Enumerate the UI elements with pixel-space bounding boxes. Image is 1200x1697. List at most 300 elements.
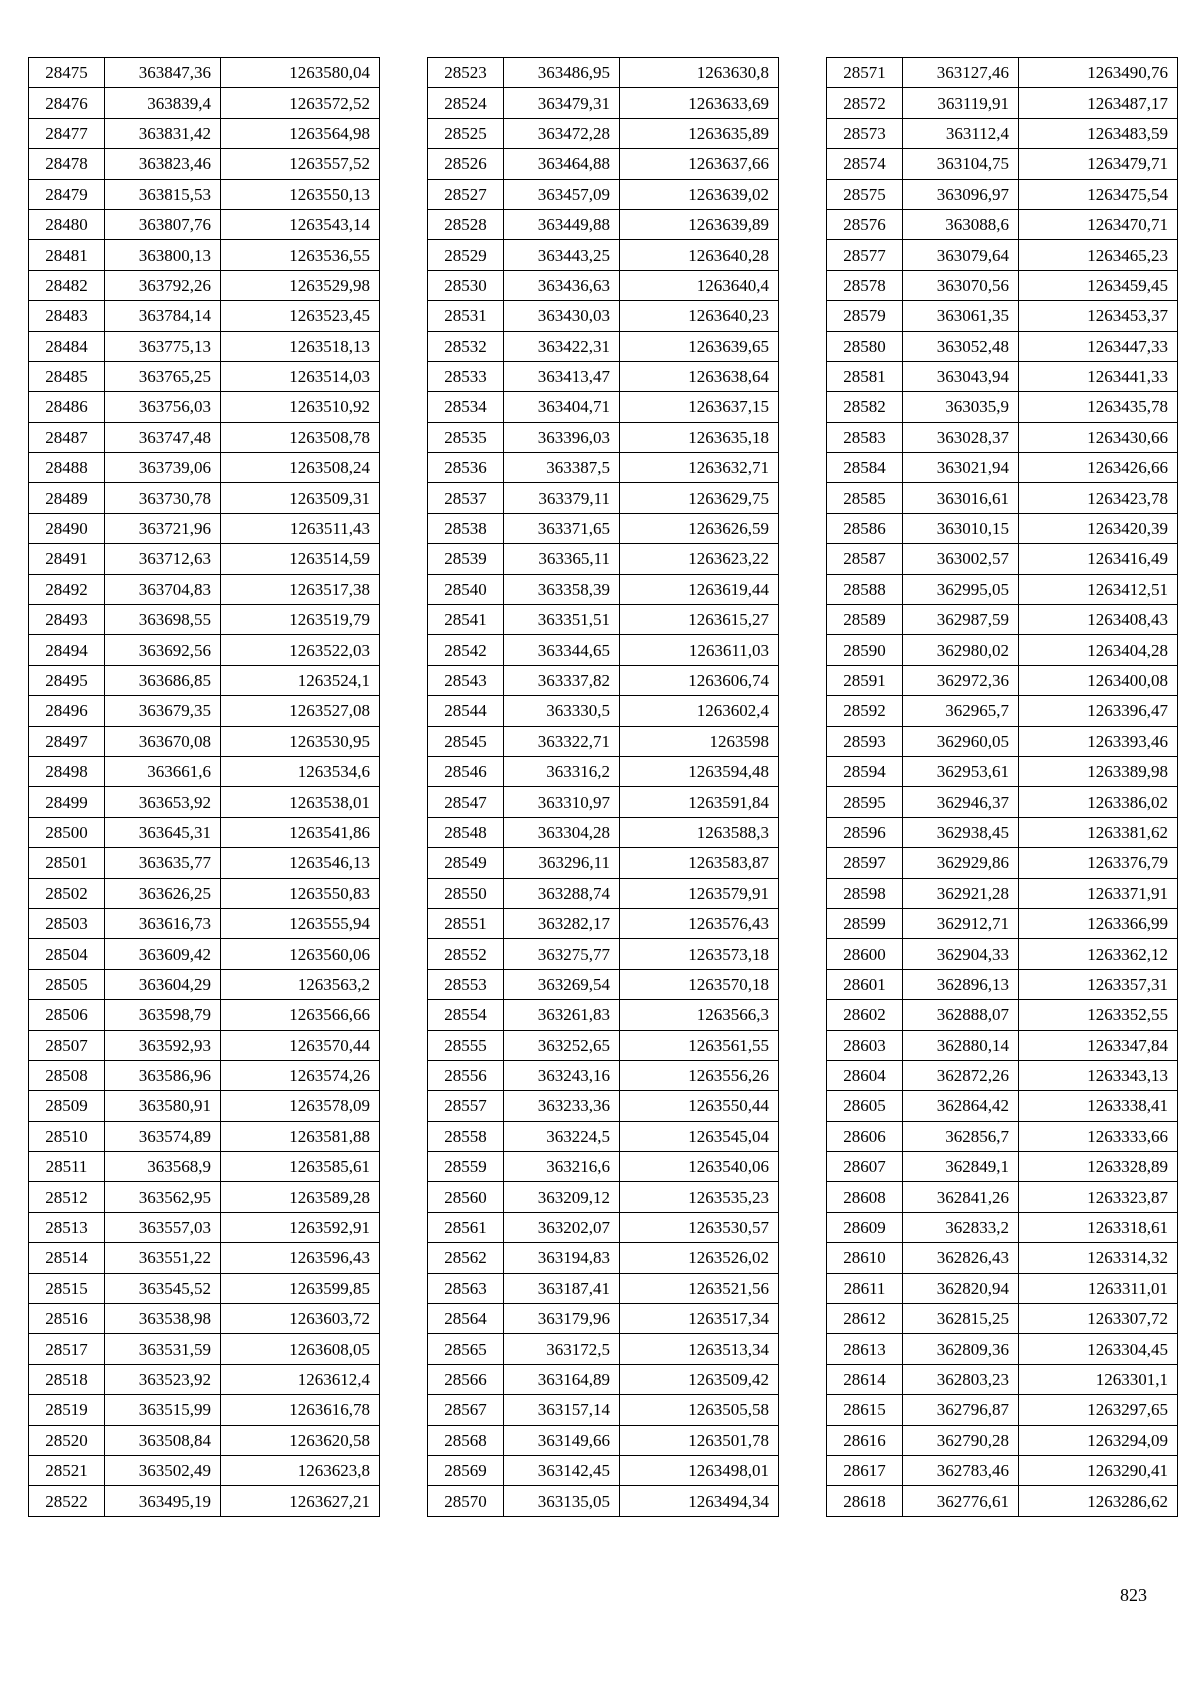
table-row — [827, 574, 1178, 604]
y-coordinate-cell: 1263519,79 — [221, 605, 380, 635]
table-row — [827, 1486, 1178, 1516]
x-coordinate-cell: 363194,83 — [504, 1243, 620, 1273]
point-id-cell: 28501 — [29, 848, 105, 878]
point-id-cell: 28617 — [827, 1455, 903, 1485]
table-row — [29, 270, 380, 300]
y-coordinate-cell: 1263579,91 — [620, 878, 779, 908]
point-id-cell: 28580 — [827, 331, 903, 361]
y-coordinate-cell: 1263510,92 — [221, 392, 380, 422]
x-coordinate-cell: 363422,31 — [504, 331, 620, 361]
x-coordinate-cell: 363296,11 — [504, 848, 620, 878]
point-id-cell: 28528 — [428, 209, 504, 239]
point-id-cell: 28540 — [428, 574, 504, 604]
point-id-cell: 28611 — [827, 1273, 903, 1303]
table-row — [428, 58, 779, 88]
table-row — [29, 1060, 380, 1090]
table-row — [428, 696, 779, 726]
table-row — [428, 1304, 779, 1334]
y-coordinate-cell: 1263301,1 — [1019, 1364, 1178, 1394]
y-coordinate-cell: 1263435,78 — [1019, 392, 1178, 422]
point-id-cell: 28606 — [827, 1121, 903, 1151]
x-coordinate-cell: 362803,23 — [903, 1364, 1019, 1394]
point-id-cell: 28523 — [428, 58, 504, 88]
table-row — [29, 969, 380, 999]
x-coordinate-cell: 363052,48 — [903, 331, 1019, 361]
point-id-cell: 28496 — [29, 696, 105, 726]
y-coordinate-cell: 1263598 — [620, 726, 779, 756]
x-coordinate-cell: 363172,5 — [504, 1334, 620, 1364]
point-id-cell: 28481 — [29, 240, 105, 270]
point-id-cell: 28537 — [428, 483, 504, 513]
table-row — [827, 1060, 1178, 1090]
table-row — [428, 1212, 779, 1242]
y-coordinate-cell: 1263639,89 — [620, 209, 779, 239]
y-coordinate-cell: 1263589,28 — [221, 1182, 380, 1212]
x-coordinate-cell: 363686,85 — [105, 665, 221, 695]
point-id-cell: 28616 — [827, 1425, 903, 1455]
y-coordinate-cell: 1263588,3 — [620, 817, 779, 847]
coordinate-table-2 — [427, 57, 779, 1517]
table-row — [428, 331, 779, 361]
table-row — [827, 1455, 1178, 1485]
table-row — [827, 544, 1178, 574]
y-coordinate-cell: 1263426,66 — [1019, 453, 1178, 483]
page-number: 823 — [1120, 1585, 1147, 1605]
table-row — [827, 848, 1178, 878]
y-coordinate-cell: 1263347,84 — [1019, 1030, 1178, 1060]
x-coordinate-cell: 363721,96 — [105, 513, 221, 543]
table-row — [428, 1152, 779, 1182]
x-coordinate-cell: 362820,94 — [903, 1273, 1019, 1303]
y-coordinate-cell: 1263603,72 — [221, 1304, 380, 1334]
y-coordinate-cell: 1263412,51 — [1019, 574, 1178, 604]
table-row — [29, 1455, 380, 1485]
point-id-cell: 28532 — [428, 331, 504, 361]
y-coordinate-cell: 1263508,24 — [221, 453, 380, 483]
table-row — [29, 1152, 380, 1182]
x-coordinate-cell: 362833,2 — [903, 1212, 1019, 1242]
point-id-cell: 28605 — [827, 1091, 903, 1121]
point-id-cell: 28527 — [428, 179, 504, 209]
y-coordinate-cell: 1263637,15 — [620, 392, 779, 422]
table-row — [827, 209, 1178, 239]
x-coordinate-cell: 363568,9 — [105, 1152, 221, 1182]
x-coordinate-cell: 363269,54 — [504, 969, 620, 999]
point-id-cell: 28568 — [428, 1425, 504, 1455]
table-row — [29, 1364, 380, 1394]
table-row — [827, 240, 1178, 270]
table-row — [428, 817, 779, 847]
point-id-cell: 28506 — [29, 1000, 105, 1030]
table-row — [827, 1243, 1178, 1273]
y-coordinate-cell: 1263608,05 — [221, 1334, 380, 1364]
table-row — [827, 453, 1178, 483]
point-id-cell: 28614 — [827, 1364, 903, 1394]
table-row — [29, 1425, 380, 1455]
table-row — [29, 392, 380, 422]
point-id-cell: 28586 — [827, 513, 903, 543]
y-coordinate-cell: 1263343,13 — [1019, 1060, 1178, 1090]
x-coordinate-cell: 363765,25 — [105, 361, 221, 391]
table-row — [29, 848, 380, 878]
point-id-cell: 28559 — [428, 1152, 504, 1182]
table-row — [428, 605, 779, 635]
table-row — [29, 544, 380, 574]
x-coordinate-cell: 362980,02 — [903, 635, 1019, 665]
x-coordinate-cell: 363495,19 — [105, 1486, 221, 1516]
y-coordinate-cell: 1263530,57 — [620, 1212, 779, 1242]
y-coordinate-cell: 1263514,03 — [221, 361, 380, 391]
x-coordinate-cell: 362783,46 — [903, 1455, 1019, 1485]
y-coordinate-cell: 1263430,66 — [1019, 422, 1178, 452]
y-coordinate-cell: 1263509,31 — [221, 483, 380, 513]
x-coordinate-cell: 363479,31 — [504, 88, 620, 118]
point-id-cell: 28562 — [428, 1243, 504, 1273]
x-coordinate-cell: 363592,93 — [105, 1030, 221, 1060]
table-row — [827, 1000, 1178, 1030]
x-coordinate-cell: 363371,65 — [504, 513, 620, 543]
y-coordinate-cell: 1263517,34 — [620, 1304, 779, 1334]
point-id-cell: 28563 — [428, 1273, 504, 1303]
y-coordinate-cell: 1263530,95 — [221, 726, 380, 756]
point-id-cell: 28589 — [827, 605, 903, 635]
table-row — [428, 574, 779, 604]
point-id-cell: 28576 — [827, 209, 903, 239]
table-row — [29, 665, 380, 695]
x-coordinate-cell: 363127,46 — [903, 58, 1019, 88]
table-row — [428, 301, 779, 331]
x-coordinate-cell: 363502,49 — [105, 1455, 221, 1485]
x-coordinate-cell: 362790,28 — [903, 1425, 1019, 1455]
point-id-cell: 28593 — [827, 726, 903, 756]
table-row — [29, 1000, 380, 1030]
point-id-cell: 28601 — [827, 969, 903, 999]
table-row — [29, 58, 380, 88]
table-row — [29, 908, 380, 938]
x-coordinate-cell: 363586,96 — [105, 1060, 221, 1090]
point-id-cell: 28529 — [428, 240, 504, 270]
x-coordinate-cell: 363216,6 — [504, 1152, 620, 1182]
x-coordinate-cell: 363449,88 — [504, 209, 620, 239]
x-coordinate-cell: 363538,98 — [105, 1304, 221, 1334]
x-coordinate-cell: 363104,75 — [903, 149, 1019, 179]
table-row — [29, 1304, 380, 1334]
x-coordinate-cell: 363679,35 — [105, 696, 221, 726]
x-coordinate-cell: 363135,05 — [504, 1486, 620, 1516]
table-row — [827, 1091, 1178, 1121]
y-coordinate-cell: 1263560,06 — [221, 939, 380, 969]
point-id-cell: 28512 — [29, 1182, 105, 1212]
table-row — [29, 787, 380, 817]
y-coordinate-cell: 1263328,89 — [1019, 1152, 1178, 1182]
y-coordinate-cell: 1263304,45 — [1019, 1334, 1178, 1364]
x-coordinate-cell: 363436,63 — [504, 270, 620, 300]
table-row — [29, 88, 380, 118]
point-id-cell: 28477 — [29, 118, 105, 148]
x-coordinate-cell: 363304,28 — [504, 817, 620, 847]
point-id-cell: 28547 — [428, 787, 504, 817]
y-coordinate-cell: 1263290,41 — [1019, 1455, 1178, 1485]
table-row — [827, 301, 1178, 331]
point-id-cell: 28552 — [428, 939, 504, 969]
point-id-cell: 28521 — [29, 1455, 105, 1485]
x-coordinate-cell: 362987,59 — [903, 605, 1019, 635]
table-row — [428, 88, 779, 118]
point-id-cell: 28569 — [428, 1455, 504, 1485]
table-row — [29, 361, 380, 391]
point-id-cell: 28610 — [827, 1243, 903, 1273]
x-coordinate-cell: 363028,37 — [903, 422, 1019, 452]
point-id-cell: 28602 — [827, 1000, 903, 1030]
table-row — [428, 240, 779, 270]
table-row — [29, 1182, 380, 1212]
table-row — [428, 1243, 779, 1273]
point-id-cell: 28515 — [29, 1273, 105, 1303]
y-coordinate-cell: 1263487,17 — [1019, 88, 1178, 118]
table-row — [827, 878, 1178, 908]
y-coordinate-cell: 1263490,76 — [1019, 58, 1178, 88]
x-coordinate-cell: 363088,6 — [903, 209, 1019, 239]
y-coordinate-cell: 1263619,44 — [620, 574, 779, 604]
table-row — [428, 1486, 779, 1516]
table-row — [29, 179, 380, 209]
y-coordinate-cell: 1263635,89 — [620, 118, 779, 148]
table-row — [827, 696, 1178, 726]
y-coordinate-cell: 1263523,45 — [221, 301, 380, 331]
table-row — [428, 1060, 779, 1090]
y-coordinate-cell: 1263514,59 — [221, 544, 380, 574]
x-coordinate-cell: 363021,94 — [903, 453, 1019, 483]
point-id-cell: 28579 — [827, 301, 903, 331]
point-id-cell: 28507 — [29, 1030, 105, 1060]
x-coordinate-cell: 363443,25 — [504, 240, 620, 270]
y-coordinate-cell: 1263404,28 — [1019, 635, 1178, 665]
table-row — [827, 58, 1178, 88]
y-coordinate-cell: 1263573,18 — [620, 939, 779, 969]
y-coordinate-cell: 1263357,31 — [1019, 969, 1178, 999]
point-id-cell: 28542 — [428, 635, 504, 665]
y-coordinate-cell: 1263297,65 — [1019, 1395, 1178, 1425]
table-row — [29, 1121, 380, 1151]
table-row — [428, 270, 779, 300]
table-row — [428, 179, 779, 209]
y-coordinate-cell: 1263572,52 — [221, 88, 380, 118]
y-coordinate-cell: 1263550,83 — [221, 878, 380, 908]
point-id-cell: 28615 — [827, 1395, 903, 1425]
x-coordinate-cell: 363823,46 — [105, 149, 221, 179]
point-id-cell: 28599 — [827, 908, 903, 938]
point-id-cell: 28511 — [29, 1152, 105, 1182]
point-id-cell: 28483 — [29, 301, 105, 331]
x-coordinate-cell: 363692,56 — [105, 635, 221, 665]
point-id-cell: 28603 — [827, 1030, 903, 1060]
x-coordinate-cell: 363413,47 — [504, 361, 620, 391]
x-coordinate-cell: 363344,65 — [504, 635, 620, 665]
point-id-cell: 28609 — [827, 1212, 903, 1242]
point-id-cell: 28575 — [827, 179, 903, 209]
point-id-cell: 28591 — [827, 665, 903, 695]
y-coordinate-cell: 1263640,28 — [620, 240, 779, 270]
y-coordinate-cell: 1263517,38 — [221, 574, 380, 604]
table-row — [428, 939, 779, 969]
x-coordinate-cell: 363404,71 — [504, 392, 620, 422]
x-coordinate-cell: 363457,09 — [504, 179, 620, 209]
point-id-cell: 28595 — [827, 787, 903, 817]
table-row — [29, 240, 380, 270]
y-coordinate-cell: 1263583,87 — [620, 848, 779, 878]
x-coordinate-cell: 362796,87 — [903, 1395, 1019, 1425]
x-coordinate-cell: 363112,4 — [903, 118, 1019, 148]
table-row — [29, 513, 380, 543]
x-coordinate-cell: 363209,12 — [504, 1182, 620, 1212]
y-coordinate-cell: 1263620,58 — [221, 1425, 380, 1455]
x-coordinate-cell: 363157,14 — [504, 1395, 620, 1425]
point-id-cell: 28583 — [827, 422, 903, 452]
y-coordinate-cell: 1263640,4 — [620, 270, 779, 300]
x-coordinate-cell: 363061,35 — [903, 301, 1019, 331]
x-coordinate-cell: 363653,92 — [105, 787, 221, 817]
point-id-cell: 28582 — [827, 392, 903, 422]
y-coordinate-cell: 1263602,4 — [620, 696, 779, 726]
table-row — [428, 392, 779, 422]
y-coordinate-cell: 1263627,21 — [221, 1486, 380, 1516]
x-coordinate-cell: 363747,48 — [105, 422, 221, 452]
table-row — [29, 209, 380, 239]
point-id-cell: 28482 — [29, 270, 105, 300]
table-row — [827, 726, 1178, 756]
point-id-cell: 28539 — [428, 544, 504, 574]
y-coordinate-cell: 1263286,62 — [1019, 1486, 1178, 1516]
table-row — [428, 1364, 779, 1394]
point-id-cell: 28494 — [29, 635, 105, 665]
table-row — [29, 726, 380, 756]
x-coordinate-cell: 363616,73 — [105, 908, 221, 938]
y-coordinate-cell: 1263453,37 — [1019, 301, 1178, 331]
x-coordinate-cell: 363515,99 — [105, 1395, 221, 1425]
y-coordinate-cell: 1263420,39 — [1019, 513, 1178, 543]
y-coordinate-cell: 1263314,32 — [1019, 1243, 1178, 1273]
point-id-cell: 28587 — [827, 544, 903, 574]
table-row — [827, 361, 1178, 391]
x-coordinate-cell: 363775,13 — [105, 331, 221, 361]
y-coordinate-cell: 1263479,71 — [1019, 149, 1178, 179]
table-row — [29, 1091, 380, 1121]
x-coordinate-cell: 362929,86 — [903, 848, 1019, 878]
table-row — [827, 635, 1178, 665]
table-row — [428, 756, 779, 786]
x-coordinate-cell: 362880,14 — [903, 1030, 1019, 1060]
x-coordinate-cell: 363704,83 — [105, 574, 221, 604]
x-coordinate-cell: 362888,07 — [903, 1000, 1019, 1030]
point-id-cell: 28476 — [29, 88, 105, 118]
point-id-cell: 28480 — [29, 209, 105, 239]
x-coordinate-cell: 362904,33 — [903, 939, 1019, 969]
x-coordinate-cell: 363396,03 — [504, 422, 620, 452]
y-coordinate-cell: 1263408,43 — [1019, 605, 1178, 635]
x-coordinate-cell: 363661,6 — [105, 756, 221, 786]
x-coordinate-cell: 363531,59 — [105, 1334, 221, 1364]
point-id-cell: 28594 — [827, 756, 903, 786]
table-row — [29, 1395, 380, 1425]
table-row — [827, 179, 1178, 209]
point-id-cell: 28479 — [29, 179, 105, 209]
point-id-cell: 28491 — [29, 544, 105, 574]
x-coordinate-cell: 363119,91 — [903, 88, 1019, 118]
y-coordinate-cell: 1263459,45 — [1019, 270, 1178, 300]
y-coordinate-cell: 1263566,3 — [620, 1000, 779, 1030]
x-coordinate-cell: 363016,61 — [903, 483, 1019, 513]
x-coordinate-cell: 362809,36 — [903, 1334, 1019, 1364]
point-id-cell: 28578 — [827, 270, 903, 300]
table-row — [428, 1000, 779, 1030]
table-row — [428, 665, 779, 695]
y-coordinate-cell: 1263396,47 — [1019, 696, 1178, 726]
point-id-cell: 28489 — [29, 483, 105, 513]
x-coordinate-cell: 363635,77 — [105, 848, 221, 878]
y-coordinate-cell: 1263400,08 — [1019, 665, 1178, 695]
y-coordinate-cell: 1263640,23 — [620, 301, 779, 331]
y-coordinate-cell: 1263508,78 — [221, 422, 380, 452]
y-coordinate-cell: 1263635,18 — [620, 422, 779, 452]
point-id-cell: 28484 — [29, 331, 105, 361]
x-coordinate-cell: 362856,7 — [903, 1121, 1019, 1151]
x-coordinate-cell: 363261,83 — [504, 1000, 620, 1030]
point-id-cell: 28485 — [29, 361, 105, 391]
point-id-cell: 28519 — [29, 1395, 105, 1425]
y-coordinate-cell: 1263522,03 — [221, 635, 380, 665]
y-coordinate-cell: 1263494,34 — [620, 1486, 779, 1516]
table-row — [29, 453, 380, 483]
y-coordinate-cell: 1263543,14 — [221, 209, 380, 239]
table-row — [827, 331, 1178, 361]
x-coordinate-cell: 363815,53 — [105, 179, 221, 209]
point-id-cell: 28604 — [827, 1060, 903, 1090]
point-id-cell: 28516 — [29, 1304, 105, 1334]
point-id-cell: 28581 — [827, 361, 903, 391]
y-coordinate-cell: 1263637,66 — [620, 149, 779, 179]
table-row — [428, 422, 779, 452]
x-coordinate-cell: 363580,91 — [105, 1091, 221, 1121]
table-row — [827, 118, 1178, 148]
point-id-cell: 28544 — [428, 696, 504, 726]
table-row — [29, 939, 380, 969]
x-coordinate-cell: 362864,42 — [903, 1091, 1019, 1121]
x-coordinate-cell: 363712,63 — [105, 544, 221, 574]
y-coordinate-cell: 1263629,75 — [620, 483, 779, 513]
y-coordinate-cell: 1263541,86 — [221, 817, 380, 847]
x-coordinate-cell: 362965,7 — [903, 696, 1019, 726]
y-coordinate-cell: 1263536,55 — [221, 240, 380, 270]
table-row — [29, 574, 380, 604]
point-id-cell: 28536 — [428, 453, 504, 483]
point-id-cell: 28574 — [827, 149, 903, 179]
table-row — [428, 453, 779, 483]
table-row — [428, 1182, 779, 1212]
x-coordinate-cell: 363096,97 — [903, 179, 1019, 209]
point-id-cell: 28556 — [428, 1060, 504, 1090]
table-row — [827, 1212, 1178, 1242]
y-coordinate-cell: 1263639,65 — [620, 331, 779, 361]
point-id-cell: 28571 — [827, 58, 903, 88]
point-id-cell: 28524 — [428, 88, 504, 118]
y-coordinate-cell: 1263333,66 — [1019, 1121, 1178, 1151]
x-coordinate-cell: 363739,06 — [105, 453, 221, 483]
x-coordinate-cell: 363035,9 — [903, 392, 1019, 422]
x-coordinate-cell: 363202,07 — [504, 1212, 620, 1242]
x-coordinate-cell: 363626,25 — [105, 878, 221, 908]
point-id-cell: 28585 — [827, 483, 903, 513]
point-id-cell: 28566 — [428, 1364, 504, 1394]
